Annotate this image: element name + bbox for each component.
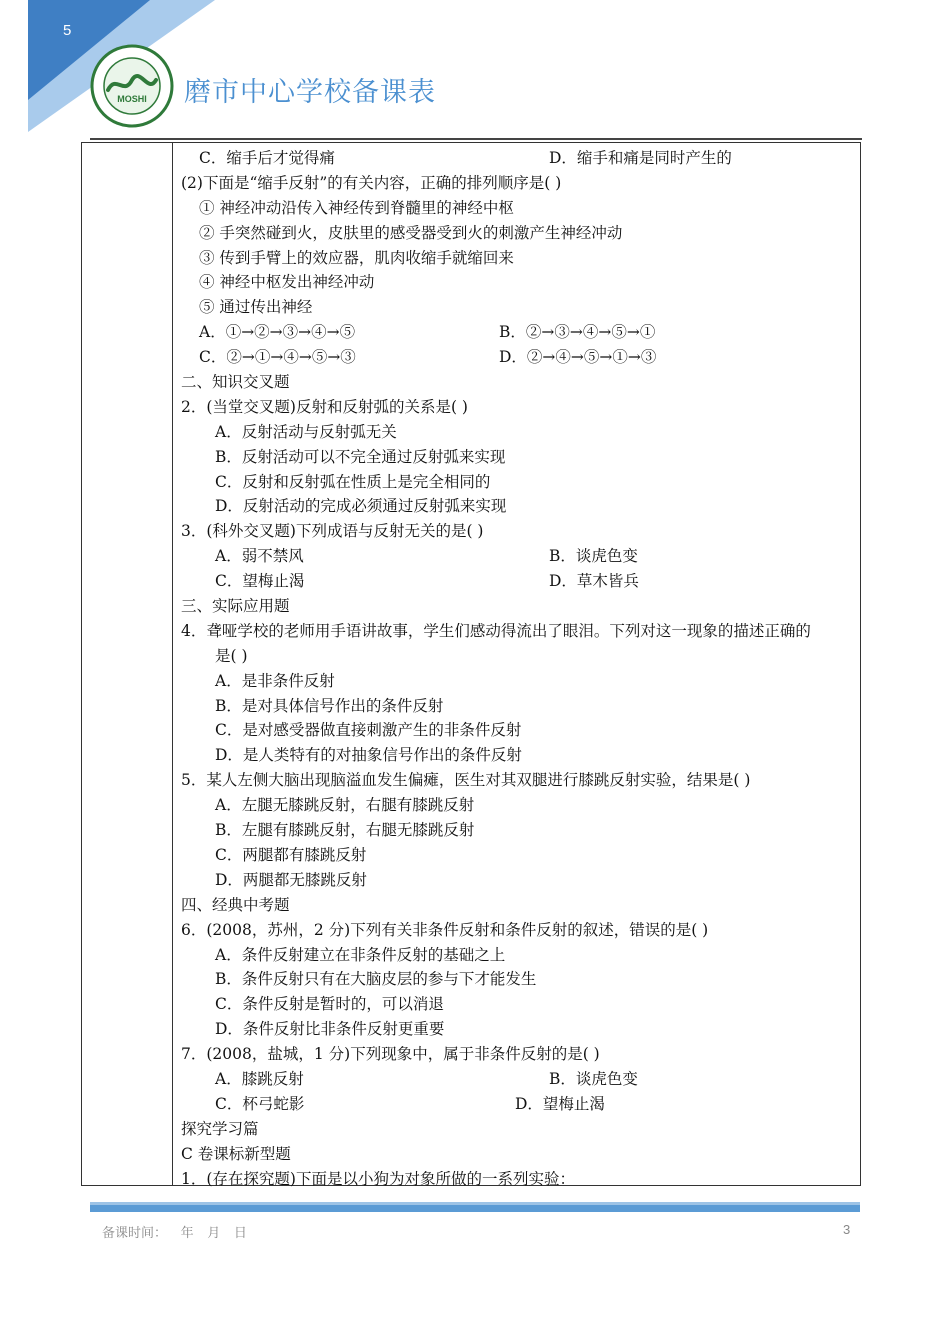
line-text: B．反射活动可以不完全通过反射弧来实现: [215, 447, 506, 466]
line-text: C．②→①→④→⑤→③: [199, 348, 356, 367]
content-line: [181, 544, 854, 569]
line-text: 5．某人左侧大脑出现脑溢血发生偏瘫，医生对其双腿进行膝跳反射实验，结果是( ): [181, 771, 751, 790]
line-text: ③ 传到手臂上的效应器，肌肉收缩手就缩回来: [199, 248, 514, 267]
line-second-option: D．②→④→⑤→①→③: [499, 348, 657, 367]
content-line: [181, 868, 854, 893]
footer-bar: [90, 1202, 860, 1212]
footer-page-number: 3: [843, 1222, 851, 1237]
content-line: [181, 893, 854, 918]
line-second-option: D．草木皆兵: [549, 572, 639, 591]
lesson-plan-table: [81, 142, 861, 1186]
content-line: [181, 1142, 854, 1167]
content-line: [181, 1167, 854, 1192]
line-text: 6．(2008，苏州，2 分)下列有关非条件反射和条件反射的叙述，错误的是( ): [181, 920, 709, 939]
line-text: C．是对感受器做直接刺激产生的非条件反射: [215, 721, 522, 740]
content-line: [181, 395, 854, 420]
line-text: (2)下面是“缩手反射”的有关内容，正确的排列顺序是( ): [181, 173, 562, 192]
content-line: [181, 320, 854, 345]
prep-date-label: 备课时间： 年 月 日: [102, 1225, 247, 1240]
content-line: [181, 594, 854, 619]
line-text: ① 神经冲动沿传入神经传到脊髓里的神经中枢: [199, 198, 514, 217]
content-line: [181, 918, 854, 943]
school-logo-icon: [90, 44, 174, 128]
line-text: C．条件反射是暂时的，可以消退: [215, 995, 444, 1014]
content-line: [181, 420, 854, 445]
line-text: A．①→②→③→④→⑤: [199, 323, 356, 342]
line-text: ④ 神经中枢发出神经冲动: [199, 273, 375, 292]
content-line: [181, 743, 854, 768]
line-text: A．左腿无膝跳反射，右腿有膝跳反射: [215, 796, 475, 815]
content-line: [181, 370, 854, 395]
content-line: [181, 345, 854, 370]
content-line: [181, 1092, 854, 1117]
line-second-option: D．缩手和痛是同时产生的: [549, 149, 732, 167]
line-text: 3．(科外交叉题)下列成语与反射无关的是( ): [181, 522, 484, 541]
school-title: 磨市中心学校备课表: [184, 77, 436, 108]
line-text: ⑤ 通过传出神经: [199, 298, 313, 317]
line-text: C．两腿都有膝跳反射: [215, 845, 367, 864]
content-line: [181, 1117, 854, 1142]
logo-text: MOSHI: [117, 94, 147, 104]
content-line: [181, 569, 854, 594]
content-line: [181, 270, 854, 295]
line-text: C．杯弓蛇影: [215, 1094, 305, 1113]
table-content-cell: [181, 146, 854, 1191]
line-text: 探究学习篇: [181, 1119, 259, 1138]
line-text: B．条件反射只有在大脑皮层的参与下才能发生: [215, 970, 537, 989]
line-second-option: D．望梅止渴: [515, 1094, 605, 1113]
content-line: [181, 246, 854, 271]
line-text: D．反射活动的完成必须通过反射弧来实现: [215, 497, 507, 516]
line-text: A．反射活动与反射弧无关: [215, 422, 397, 441]
content-line: [181, 171, 854, 196]
line-text: 7．(2008，盐城，1 分)下列现象中，属于非条件反射的是( ): [181, 1045, 600, 1064]
line-text: ② 手突然碰到火，皮肤里的感受器受到火的刺激产生神经冲动: [199, 223, 623, 242]
column-divider: [172, 143, 173, 1185]
line-text: D．是人类特有的对抽象信号作出的条件反射: [215, 746, 522, 765]
content-line: [181, 992, 854, 1017]
line-text: C．望梅止渴: [215, 572, 305, 591]
line-text: B．是对具体信号作出的条件反射: [215, 696, 444, 715]
content-line: [181, 295, 854, 320]
line-text: B．左腿有膝跳反射，右腿无膝跳反射: [215, 821, 475, 840]
page-badge: 5: [63, 22, 72, 39]
line-text: A．条件反射建立在非条件反射的基础之上: [215, 945, 506, 964]
content-line: [181, 445, 854, 470]
line-text: 2．(当堂交叉题)反射和反射弧的关系是( ): [181, 397, 468, 416]
content-line: [181, 470, 854, 495]
content-line: [181, 818, 854, 843]
line-text: D．两腿都无膝跳反射: [215, 870, 367, 889]
line-text: D．条件反射比非条件反射更重要: [215, 1020, 445, 1039]
line-second-option: B．谈虎色变: [549, 1069, 638, 1088]
content-line: [181, 221, 854, 246]
content-line: [181, 146, 854, 171]
content-line: [181, 768, 854, 793]
line-text: C 卷课标新型题: [181, 1144, 291, 1163]
line-second-option: B．谈虎色变: [549, 547, 638, 566]
line-text: 三、实际应用题: [181, 597, 290, 616]
content-line: [181, 519, 854, 544]
content-line: [181, 196, 854, 221]
content-line: [181, 943, 854, 968]
line-text: 是( ): [215, 646, 248, 665]
header-rule: [90, 138, 862, 140]
content-line: [181, 644, 854, 669]
content-line: [181, 619, 854, 644]
content-line: [181, 1042, 854, 1067]
line-text: A．膝跳反射: [215, 1069, 304, 1088]
content-line: [181, 494, 854, 519]
line-text: 二、知识交叉题: [181, 373, 290, 392]
content-line: [181, 793, 854, 818]
line-text: A．是非条件反射: [215, 671, 335, 690]
line-text: 4．聋哑学校的老师用手语讲故事，学生们感动得流出了眼泪。下列对这一现象的描述正确的: [181, 621, 811, 640]
content-line: [181, 718, 854, 743]
content-line: [181, 694, 854, 719]
line-text: C．反射和反射弧在性质上是完全相同的: [215, 472, 491, 491]
content-line: [181, 1067, 854, 1092]
line-text: C．缩手后才觉得痛: [199, 149, 335, 167]
line-second-option: B．②→③→④→⑤→①: [499, 323, 656, 342]
content-line: [181, 1017, 854, 1042]
line-text: A．弱不禁风: [215, 547, 304, 566]
content-line: [181, 669, 854, 694]
line-text: 1．(存在探究题)下面是以小狗为对象所做的一系列实验：: [181, 1169, 575, 1188]
content-line: [181, 843, 854, 868]
line-text: 四、经典中考题: [181, 895, 290, 914]
content-line: [181, 967, 854, 992]
